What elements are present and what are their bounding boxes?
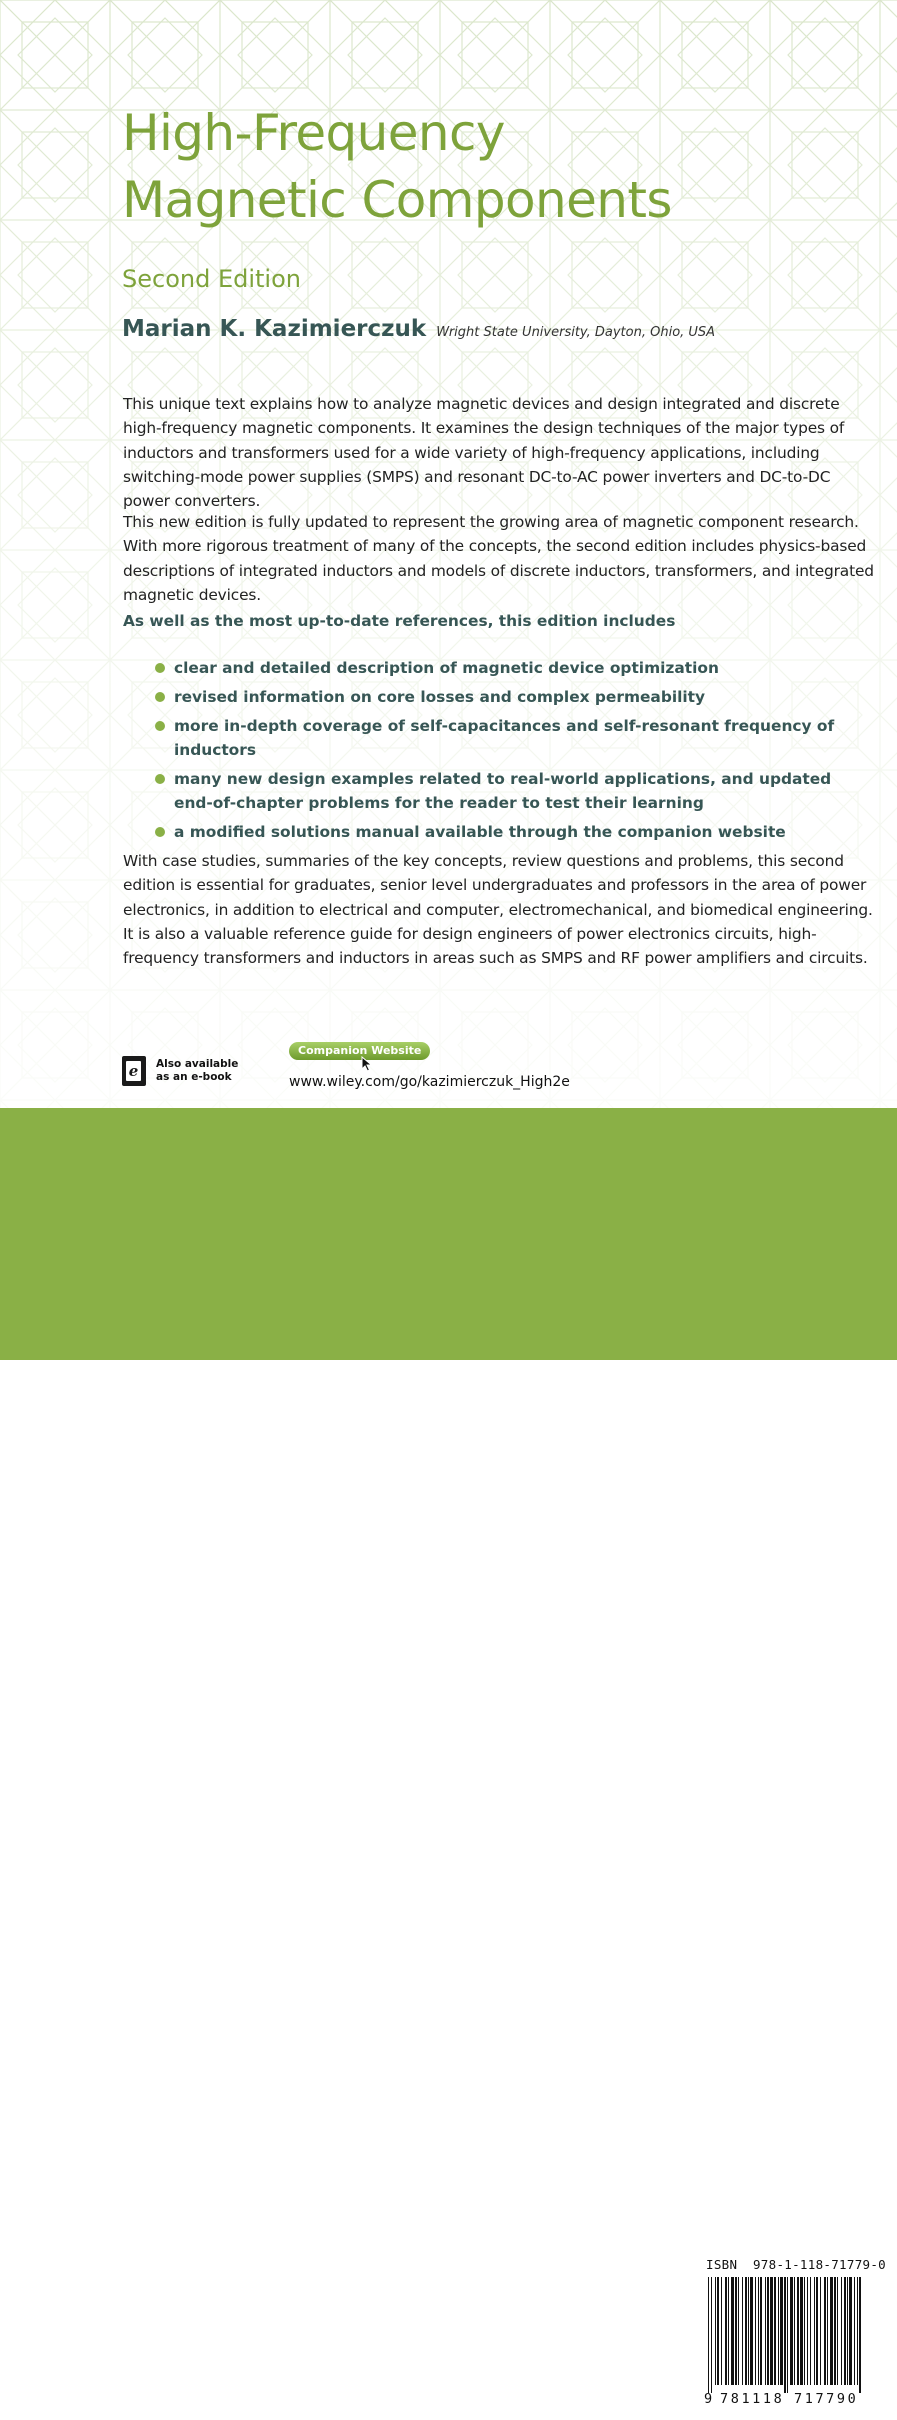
bullet-dot-icon	[155, 692, 165, 702]
isbn-label: ISBN	[706, 2257, 738, 2272]
edition-label: Second Edition	[122, 265, 301, 293]
barcode-bar	[721, 2277, 722, 2385]
barcode	[706, 2277, 868, 2393]
bullet-dot-icon	[155, 663, 165, 673]
barcode-bar	[824, 2277, 826, 2385]
description-paragraph-2: This new edition is fully updated to represent the growing area of magnetic component research. With more rigorous treatment of many of the concepts, the second edition includes physics-based descriptions of integrated inductors and models of discrete inductors, transformers, and integrated magnetic devices.	[123, 513, 874, 604]
list-item	[155, 714, 875, 762]
barcode-bar	[797, 2277, 799, 2385]
isbn-number: 978-1-118-71779-0	[752, 2257, 887, 2272]
barcode-bar	[778, 2277, 779, 2385]
bullet-dot-icon	[155, 827, 165, 837]
barcode-bar	[816, 2277, 818, 2385]
description-paragraph-1: This unique text explains how to analyze magnetic devices and design integrated and discrete high-frequency magnetic components. It examines the design techniques of the major types of inductors and transformers used for a wide variety of high-frequency applications, including switching-mode power supplies (SMPS) and resonant DC-to-AC power inverters and DC-to-DC power converters.	[123, 395, 845, 511]
list-item	[155, 656, 875, 680]
list-item-text: a modified solutions manual available through the companion website	[174, 823, 786, 841]
companion-url[interactable]: www.wiley.com/go/kazimierczuk_High2e	[289, 1074, 570, 1090]
barcode-bar	[841, 2277, 842, 2385]
ebook-line-2: as an e-book	[156, 1071, 232, 1083]
features-list	[155, 656, 875, 849]
isbn-line	[706, 2257, 886, 2272]
author-name: Marian K. Kazimierczuk	[122, 316, 427, 342]
barcode-digits-right: 717790	[794, 2391, 859, 2407]
description-paragraph-3: With case studies, summaries of the key concepts, review questions and problems, this second edition is essential for graduates, senior level undergraduates and professors in the area of power electronics, in addition to electrical and computer, electromechanical, and biomedical engineering. It is also a valuable reference guide for design engineers of power electronics circuits, high-frequency transformers and inductors in areas such as SMPS and RF power amplifiers and circuits.	[123, 852, 873, 968]
barcode-bar	[847, 2277, 848, 2385]
ebook-text	[156, 1058, 238, 1084]
publisher-logo: WILEY	[82, 2370, 247, 2420]
barcode-bar	[790, 2277, 793, 2385]
includes-heading: As well as the most up-to-date references, this edition includes	[123, 612, 676, 630]
barcode-bar	[849, 2277, 852, 2385]
barcode-bar	[717, 2277, 719, 2385]
barcode-bar	[750, 2277, 753, 2385]
barcode-bar	[810, 2277, 811, 2385]
author-affiliation: Wright State University, Dayton, Ohio, USA	[436, 325, 716, 340]
barcode-bar	[784, 2277, 786, 2393]
list-item	[155, 820, 875, 844]
barcode-bar	[774, 2277, 776, 2385]
companion-website-badge[interactable]: Companion Website	[289, 1042, 430, 1060]
barcode-bar	[834, 2277, 836, 2385]
barcode-bar	[738, 2277, 739, 2385]
barcode-digit-first: 9	[704, 2391, 713, 2407]
barcode-bar	[814, 2277, 815, 2385]
barcode-bar	[820, 2277, 821, 2385]
barcode-bar	[758, 2277, 759, 2385]
bullet-dot-icon	[155, 721, 165, 731]
barcode-bar	[767, 2277, 769, 2385]
barcode-bar	[731, 2277, 734, 2385]
ebook-line-1: Also available	[156, 1058, 239, 1070]
list-item-text: many new design examples related to real-world applications, and updated end-of-chapter problems for the reader to test their learning	[174, 770, 832, 812]
barcode-digits	[704, 2389, 870, 2409]
barcode-bar	[787, 2277, 788, 2393]
barcode-bar	[844, 2277, 846, 2385]
title-line-1: High-Frequency	[122, 104, 505, 162]
barcode-bar	[765, 2277, 766, 2385]
barcode-bar	[794, 2277, 795, 2385]
barcode-bar	[755, 2277, 756, 2385]
bottom-band	[0, 1108, 897, 2420]
barcode-digits-left: 781118	[720, 2391, 785, 2407]
cursor-arrow-icon	[361, 1056, 373, 1072]
barcode-bar	[827, 2277, 828, 2385]
barcode-bar	[800, 2277, 803, 2385]
ebook-icon: e	[122, 1056, 146, 1086]
barcode-bar	[735, 2277, 737, 2385]
barcode-bar	[837, 2277, 838, 2385]
barcode-bar	[745, 2277, 747, 2385]
barcode-bar	[715, 2277, 716, 2385]
author-row	[122, 316, 715, 342]
list-item-text: more in-depth coverage of self-capacitances and self-resonant frequency of inductors	[174, 717, 835, 759]
barcode-bar	[804, 2277, 805, 2385]
barcode-bar	[807, 2277, 808, 2385]
cover-upper	[0, 0, 897, 1108]
barcode-bar	[854, 2277, 855, 2385]
list-item	[155, 685, 875, 709]
barcode-bar	[742, 2277, 743, 2385]
barcode-bar	[857, 2277, 858, 2385]
barcode-bar	[748, 2277, 749, 2385]
barcode-bar	[830, 2277, 833, 2385]
list-item	[155, 767, 875, 815]
barcode-bar	[708, 2277, 709, 2393]
list-item-text: clear and detailed description of magnetic device optimization	[174, 659, 719, 677]
barcode-bar	[728, 2277, 729, 2385]
barcode-bar	[859, 2277, 861, 2393]
book-title	[122, 100, 672, 234]
barcode-bar	[760, 2277, 762, 2385]
ebook-notice	[122, 1056, 238, 1086]
barcode-bar	[770, 2277, 773, 2385]
bullet-dot-icon	[155, 774, 165, 784]
barcode-bar	[780, 2277, 783, 2385]
list-item-text: revised information on core losses and complex permeability	[174, 688, 706, 706]
title-line-2: Magnetic Components	[122, 171, 672, 229]
barcode-bar	[711, 2277, 712, 2393]
barcode-bar	[725, 2277, 727, 2385]
barcode-box	[698, 2245, 887, 2413]
